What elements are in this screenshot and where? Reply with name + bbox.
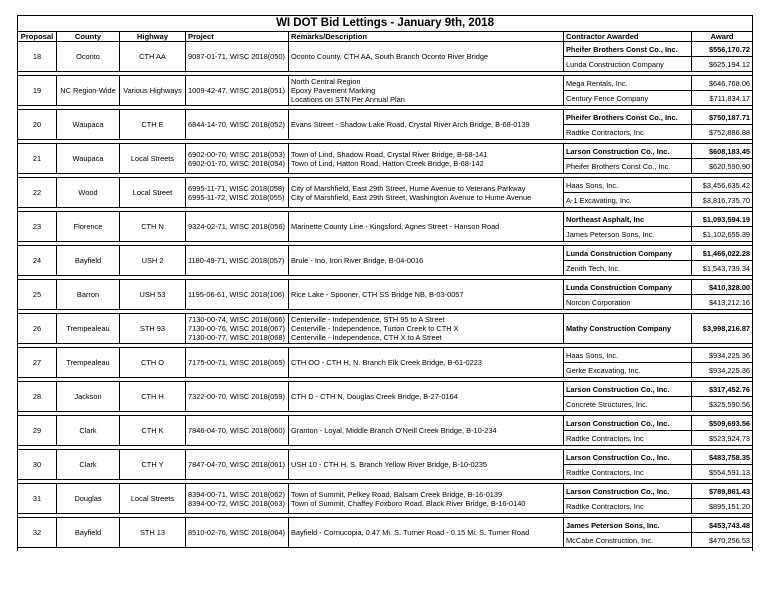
remarks-cell-line: Town of Lind, Hatton Road, Hatton Creek Bridge, B-68-142 <box>291 158 484 168</box>
remarks-cell-line: Town of Lind, Shadow Road, Crystal River Bridge, B-68-141 <box>291 149 488 159</box>
remarks-cell-line: North Central Region <box>291 77 361 86</box>
project-cell <box>186 450 289 480</box>
contractor-cell: Lunda Construction Company <box>564 246 692 261</box>
contractor-cell: Zenith Tech, Inc. <box>564 261 692 276</box>
remarks-cell-line: Epoxy Pavement Marking <box>291 86 376 95</box>
proposal-cell: 25 <box>18 280 57 310</box>
county-cell: Waupaca <box>57 144 120 174</box>
proposal-cell: 30 <box>18 450 57 480</box>
col-header-highway: Highway <box>120 32 186 42</box>
highway-cell: STH 13 <box>120 518 186 548</box>
contractor-cell: Pheifer Brothers Const Co., Inc. <box>564 110 692 125</box>
remarks-cell-line: Granton - Loyal, Middle Branch O'Neill Creek Bridge, B-10-234 <box>291 426 497 435</box>
contractor-cell: Haas Sons, Inc. <box>564 348 692 363</box>
project-cell-line: 7130-00-74, WISC 2018(066) <box>188 315 285 324</box>
contractor-cell: Northeast Asphalt, Inc <box>564 212 692 227</box>
table-row <box>18 348 753 363</box>
project-cell-line: 7175-00-71, WISC 2018(065) <box>188 358 285 367</box>
contractor-cell: James Peterson Sons, Inc. <box>564 227 692 242</box>
project-cell <box>186 76 289 106</box>
remarks-cell-line: Marinette County Line - Kingsford, Agnes Street - Hanson Road <box>291 222 500 231</box>
project-cell-line: 7846-04-70, WISC 2018(060) <box>188 426 285 435</box>
project-cell-line: 1195-06-61, WISC 2018(106) <box>188 290 285 299</box>
table-header-row <box>18 32 753 42</box>
award-cell: $483,758.35 <box>692 450 753 465</box>
project-cell <box>186 212 289 242</box>
contractor-cell: McCabe Construction, Inc. <box>564 533 692 548</box>
remarks-cell <box>289 314 564 344</box>
remarks-cell-line: City of Marshfield, East 29th Street, Washington Avenue to Hume Avenue <box>291 192 532 202</box>
award-cell: $934,225.36 <box>692 348 753 363</box>
highway-cell: Various Highways <box>120 76 186 106</box>
contractor-cell: Radtke Contractors, Inc <box>564 431 692 446</box>
page-title: WI DOT Bid Lettings - January 9th, 2018 <box>18 16 753 32</box>
table-row <box>18 42 753 57</box>
row-spacer-cell <box>18 548 753 552</box>
proposal-cell: 27 <box>18 348 57 378</box>
project-cell <box>186 484 289 514</box>
remarks-cell <box>289 518 564 548</box>
project-cell-line: 9087-01-71, WISC 2018(050) <box>188 52 285 61</box>
county-cell: Trempealeau <box>57 314 120 344</box>
project-cell <box>186 348 289 378</box>
remarks-cell <box>289 110 564 140</box>
remarks-cell <box>289 246 564 276</box>
award-cell: $317,452.76 <box>692 382 753 397</box>
contractor-cell: Larson Construction Co., Inc. <box>564 484 692 499</box>
highway-cell: USH 2 <box>120 246 186 276</box>
award-cell: $470,256.53 <box>692 533 753 548</box>
remarks-cell-line: USH 10 - CTH H, S. Branch Yellow River Bridge, B-10-0235 <box>291 460 487 469</box>
table-row <box>18 280 753 295</box>
remarks-cell <box>289 416 564 446</box>
highway-cell: Local Street <box>120 178 186 208</box>
remarks-cell <box>289 76 564 106</box>
remarks-cell-line: City of Marshfield, East 29th Street, Hume Avenue to Veterans Parkway <box>291 183 526 193</box>
highway-cell: CTH AA <box>120 42 186 72</box>
remarks-cell-line: Centerville - Independence, CTH X to A Street <box>291 333 442 342</box>
remarks-cell-line: Rice Lake - Spooner, CTH SS Bridge NB, B-03-0057 <box>291 290 464 299</box>
award-cell: $646,768.06 <box>692 76 753 91</box>
remarks-cell-line: Town of Summit, Chaffey Foxboro Road, Black River Bridge, B-16-0140 <box>291 498 526 508</box>
county-cell: Oconto <box>57 42 120 72</box>
contractor-cell: Radtke Contractors, Inc <box>564 499 692 514</box>
remarks-cell <box>289 280 564 310</box>
contractor-cell: Larson Construction Co., Inc. <box>564 144 692 159</box>
table-row <box>18 212 753 227</box>
proposal-cell: 19 <box>18 76 57 106</box>
contractor-cell: Lunda Construction Company <box>564 57 692 72</box>
col-header-contractor: Contractor Awarded <box>564 32 692 42</box>
contractor-cell: Larson Construction Co., Inc. <box>564 416 692 431</box>
award-cell: $1,466,022.28 <box>692 246 753 261</box>
project-cell-line: 8394-00-72, WISC 2018(063) <box>188 498 285 508</box>
remarks-cell <box>289 484 564 514</box>
award-cell: $3,456,635.42 <box>692 178 753 193</box>
county-cell: Barron <box>57 280 120 310</box>
project-cell <box>186 110 289 140</box>
remarks-cell <box>289 178 564 208</box>
project-cell-line: 7322-00-70, WISC 2018(059) <box>188 392 285 401</box>
bid-lettings-sheet <box>17 15 752 551</box>
award-cell: $523,924.73 <box>692 431 753 446</box>
proposal-cell: 29 <box>18 416 57 446</box>
project-cell-line: 6995-11-72, WISC 2018(055) <box>188 192 285 202</box>
remarks-cell <box>289 144 564 174</box>
proposal-cell: 18 <box>18 42 57 72</box>
project-cell <box>186 280 289 310</box>
proposal-cell: 20 <box>18 110 57 140</box>
award-cell: $410,328.00 <box>692 280 753 295</box>
col-header-project: Project <box>186 32 289 42</box>
project-cell-line: 1009-42-47, WISC 2018(051) <box>188 86 285 95</box>
row-spacer <box>18 548 753 552</box>
award-cell: $750,187.71 <box>692 110 753 125</box>
county-cell: Trempealeau <box>57 348 120 378</box>
county-cell: Waupaca <box>57 110 120 140</box>
award-cell: $752,886.88 <box>692 125 753 140</box>
remarks-cell-line: Locations on STN Per Annual Plan <box>291 95 405 104</box>
highway-cell: STH 93 <box>120 314 186 344</box>
remarks-cell-line: Oconto County, CTH AA, South Branch Oconto River Bridge <box>291 52 489 61</box>
remarks-cell-line: CTH OO - CTH H, N. Branch Elk Creek Bridge, B-61-0223 <box>291 358 482 367</box>
contractor-cell: Haas Sons, Inc. <box>564 178 692 193</box>
proposal-cell: 31 <box>18 484 57 514</box>
table-row <box>18 178 753 193</box>
project-cell-line: 7130-00-77, WISC 2018(068) <box>188 333 285 342</box>
contractor-cell: Pheifer Brothers Const Co., Inc. <box>564 42 692 57</box>
table-row <box>18 518 753 533</box>
table-row <box>18 246 753 261</box>
contractor-cell: Lunda Construction Company <box>564 280 692 295</box>
award-cell: $509,693.56 <box>692 416 753 431</box>
project-cell-line: 6995-11-71, WISC 2018(058) <box>188 183 285 193</box>
county-cell: Florence <box>57 212 120 242</box>
county-cell: Douglas <box>57 484 120 514</box>
remarks-cell <box>289 42 564 72</box>
county-cell: Clark <box>57 450 120 480</box>
project-cell-line: 6844-14-70, WISC 2018(052) <box>188 120 285 129</box>
award-cell: $556,170.72 <box>692 42 753 57</box>
remarks-cell-line: Evans Street - Shadow Lake Road, Crystal River Arch Bridge, B-68-0139 <box>291 120 530 129</box>
award-cell: $325,590.56 <box>692 397 753 412</box>
col-header-proposal: Proposal <box>18 32 57 42</box>
award-cell: $3,816,735.70 <box>692 193 753 208</box>
contractor-cell: James Peterson Sons, Inc. <box>564 518 692 533</box>
col-header-county: County <box>57 32 120 42</box>
county-cell: NC Region-Wide <box>57 76 120 106</box>
proposal-cell: 28 <box>18 382 57 412</box>
project-cell-line: 7130-00-76, WISC 2018(067) <box>188 324 285 333</box>
highway-cell: CTH N <box>120 212 186 242</box>
contractor-cell: A-1 Excavating, Inc. <box>564 193 692 208</box>
contractor-cell: Gerke Excavating, Inc. <box>564 363 692 378</box>
award-cell: $1,093,594.19 <box>692 212 753 227</box>
project-cell <box>186 518 289 548</box>
county-cell: Bayfield <box>57 246 120 276</box>
project-cell <box>186 178 289 208</box>
project-cell-line: 7847-04-70, WISC 2018(061) <box>188 460 285 469</box>
contractor-cell: Radtke Contractors, Inc <box>564 465 692 480</box>
award-cell: $413,212.16 <box>692 295 753 310</box>
contractor-cell: Pheifer Brothers Const Co., Inc. <box>564 159 692 174</box>
remarks-cell <box>289 348 564 378</box>
award-cell: $554,591.13 <box>692 465 753 480</box>
project-cell-line: 9324-02-71, WISC 2018(056) <box>188 222 285 231</box>
remarks-cell-line: Town of Summit, Pelkey Road, Balsam Creek Bridge, B-16-0139 <box>291 489 503 499</box>
table-row <box>18 110 753 125</box>
highway-cell: CTH K <box>120 416 186 446</box>
col-header-remarks: Remarks/Description <box>289 32 564 42</box>
highway-cell: CTH E <box>120 110 186 140</box>
highway-cell: CTH Y <box>120 450 186 480</box>
project-cell-line: 8394-00-71, WISC 2018(062) <box>188 489 285 499</box>
county-cell: Clark <box>57 416 120 446</box>
proposal-cell: 24 <box>18 246 57 276</box>
contractor-cell: Mega Rentals, Inc. <box>564 76 692 91</box>
award-cell: $711,834.17 <box>692 91 753 106</box>
table-row <box>18 416 753 431</box>
award-cell: $608,183.45 <box>692 144 753 159</box>
remarks-cell <box>289 382 564 412</box>
project-cell-line: 6902-00-70, WISC 2018(053) <box>188 149 285 159</box>
award-cell: $1,102,655.39 <box>692 227 753 242</box>
bid-lettings-table <box>17 15 753 551</box>
award-cell: $620,590.90 <box>692 159 753 174</box>
table-body <box>18 42 753 552</box>
col-header-award: Award <box>692 32 753 42</box>
table-row <box>18 76 753 91</box>
table-row <box>18 382 753 397</box>
highway-cell: Local Streets <box>120 484 186 514</box>
remarks-cell <box>289 212 564 242</box>
award-cell: $934,225.36 <box>692 363 753 378</box>
award-cell: $1,543,739.34 <box>692 261 753 276</box>
proposal-cell: 21 <box>18 144 57 174</box>
table-row <box>18 450 753 465</box>
remarks-cell-line: Centerville - Independence, STH 95 to A Street <box>291 315 445 324</box>
project-cell <box>186 416 289 446</box>
highway-cell: USH 53 <box>120 280 186 310</box>
proposal-cell: 26 <box>18 314 57 344</box>
contractor-cell: Larson Construction Co., Inc. <box>564 382 692 397</box>
project-cell-line: 8510-02-76, WISC 2018(064) <box>188 528 285 537</box>
contractor-cell: Concrete Structures, Inc. <box>564 397 692 412</box>
proposal-cell: 32 <box>18 518 57 548</box>
project-cell-line: 6902-01-70, WISC 2018(054) <box>188 158 285 168</box>
project-cell <box>186 382 289 412</box>
award-cell: $453,743.48 <box>692 518 753 533</box>
remarks-cell-line: Bayfield - Cornucopia, 0.47 Mi. S. Turner Road - 0.15 Mi. S. Turner Road <box>291 528 530 537</box>
contractor-cell: Century Fence Company <box>564 91 692 106</box>
county-cell: Bayfield <box>57 518 120 548</box>
award-cell: $789,861.43 <box>692 484 753 499</box>
project-cell <box>186 42 289 72</box>
table-row <box>18 144 753 159</box>
highway-cell: CTH H <box>120 382 186 412</box>
table-row <box>18 314 753 344</box>
proposal-cell: 23 <box>18 212 57 242</box>
contractor-cell: Mathy Construction Company <box>564 314 692 344</box>
highway-cell: Local Streets <box>120 144 186 174</box>
project-cell-line: 1180-49-71, WISC 2018(057) <box>188 256 285 265</box>
county-cell: Wood <box>57 178 120 208</box>
project-cell <box>186 246 289 276</box>
remarks-cell <box>289 450 564 480</box>
contractor-cell: Norcon Corporation <box>564 295 692 310</box>
remarks-cell-line: Brule - Ino, Iron River Bridge, B-04-0016 <box>291 256 424 265</box>
remarks-cell-line: Centerville - Independence, Turton Creek to CTH X <box>291 324 459 333</box>
project-cell <box>186 314 289 344</box>
table-row <box>18 484 753 499</box>
highway-cell: CTH O <box>120 348 186 378</box>
award-cell: $3,998,216.87 <box>692 314 753 344</box>
county-cell: Jackson <box>57 382 120 412</box>
proposal-cell: 22 <box>18 178 57 208</box>
award-cell: $895,151.20 <box>692 499 753 514</box>
remarks-cell-line: CTH D - CTH N, Douglas Creek Bridge, B-27-0164 <box>291 392 458 401</box>
award-cell: $625,194.12 <box>692 57 753 72</box>
project-cell <box>186 144 289 174</box>
contractor-cell: Larson Construction Co., Inc. <box>564 450 692 465</box>
contractor-cell: Radtke Contractors, Inc <box>564 125 692 140</box>
